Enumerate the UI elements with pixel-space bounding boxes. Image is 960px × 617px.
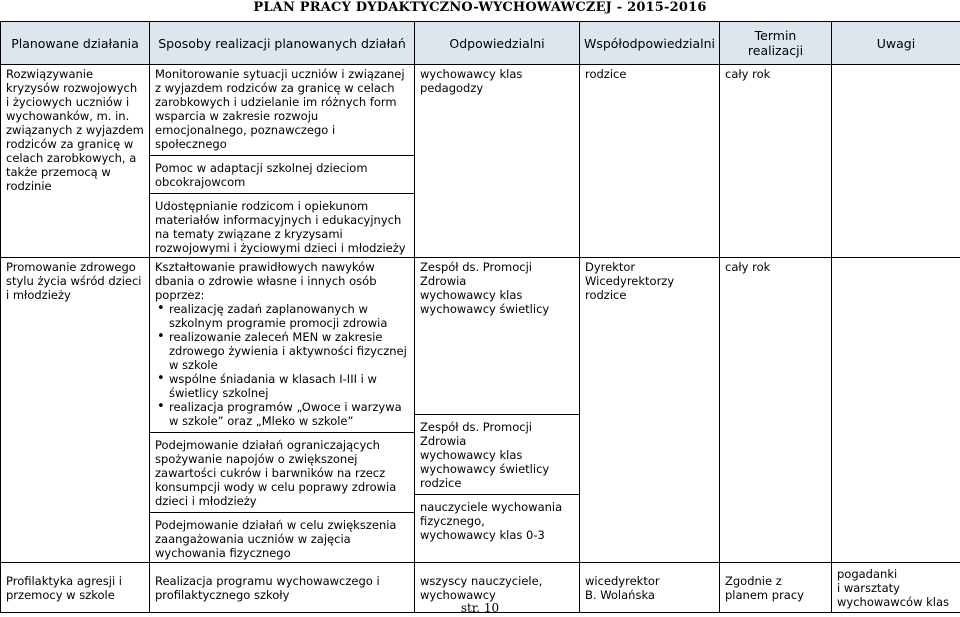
plan-table xyxy=(0,21,960,613)
header-co-responsible: Współodpowiedzialni xyxy=(580,22,720,65)
divider xyxy=(150,193,414,194)
cell-methods xyxy=(150,258,415,563)
method-item xyxy=(155,260,409,428)
list-item: • realizację zadań zaplanowanych w szkolnym programie promocji zdrowia xyxy=(169,302,409,330)
header-row xyxy=(1,22,960,65)
cell-term: cały rok xyxy=(720,258,832,563)
header-methods: Sposoby realizacji planowanych działań xyxy=(150,22,415,65)
cell-co-responsible: rodzice xyxy=(580,65,720,258)
cell-action: Profilaktyka agresji i przemocy w szkole xyxy=(1,563,150,613)
cell-notes: pogadanki i warsztaty wychowawców klas xyxy=(832,563,960,613)
method-item: Podejmowanie działań ograniczających spożywanie napojów o zwiększonej zawartości cukrów i barwników na rzecz konsumpcji wody w celu poprawy zdrowia dzieci i młodzieży xyxy=(155,438,397,508)
responsible-item: nauczyciele wychowania fizycznego, wychowawcy klas 0-3 xyxy=(420,500,563,542)
divider xyxy=(415,414,579,415)
method-item: Monitorowanie sytuacji uczniów i związanej z wyjazdem rodziców za granicę w celach zarobkowych i udzielanie im różnych form wsparcia w zakresie rozwoju emocjonalnego, poznawczego i społecznego xyxy=(155,67,405,151)
responsible-item: Zespół ds. Promocji Zdrowia wychowawcy klas wychowawcy świetlicy xyxy=(420,260,550,316)
list-item: • realizacja programów „Owoce i warzywa w szkole” oraz „Mleko w szkole” xyxy=(169,400,409,428)
list-item: • realizowanie zaleceń MEN w zakresie zdrowego żywienia i aktywności fizycznej w szkole xyxy=(169,330,409,372)
cell-co-responsible: wicedyrektor B. Wolańska xyxy=(580,563,720,613)
method-item: Pomoc w adaptacji szkolnej dzieciom obcokrajowcom xyxy=(155,161,368,189)
divider xyxy=(150,155,414,156)
cell-term: Zgodnie z planem pracy xyxy=(720,563,832,613)
method-bullet-list xyxy=(155,302,409,428)
cell-action: Rozwiązywanie kryzysów rozwojowych i życiowych uczniów i wychowanków, m. in. związanych z wyjazdem rodziców za granicę w celach zarobkowych, a także przemocą w rodzinie xyxy=(1,65,150,258)
cell-action: Promowanie zdrowego stylu życia wśród dzieci i młodzieży xyxy=(1,258,150,563)
cell-responsible: wszyscy nauczyciele, wychowawcy xyxy=(415,563,580,613)
divider xyxy=(150,512,414,513)
header-planned-actions: Planowane działania xyxy=(1,22,150,65)
page-number: str. 10 xyxy=(460,601,500,615)
cell-notes xyxy=(832,258,960,563)
header-notes: Uwagi xyxy=(832,22,960,65)
method-item: Podejmowanie działań w celu zwiększenia zaangażowania uczniów w zajęcia wychowania fizycznego xyxy=(155,518,397,560)
method-item: Realizacja programu wychowawczego i profilaktycznego szkoły xyxy=(155,573,380,602)
header-term: Termin realizacji xyxy=(720,22,832,65)
list-item: • wspólne śniadania w klasach I-III i w świetlicy szkolnej xyxy=(169,372,409,400)
cell-co-responsible: Dyrektor Wicedyrektorzy rodzice xyxy=(580,258,720,563)
divider xyxy=(150,432,414,433)
divider xyxy=(415,494,579,495)
method-intro: Kształtowanie prawidłowych nawyków dbania o zdrowie własne i innych osób poprzez: xyxy=(155,260,377,302)
header-responsible: Odpowiedzialni xyxy=(415,22,580,65)
table-row xyxy=(1,258,960,563)
table-row xyxy=(1,65,960,258)
cell-term: cały rok xyxy=(720,65,832,258)
responsible-item: Zespół ds. Promocji Zdrowia wychowawcy klas wychowawcy świetlicy rodzice xyxy=(420,420,550,490)
cell-responsible xyxy=(415,258,580,563)
page-title: PLAN PRACY DYDAKTYCZNO-WYCHOWAWCZEJ - 2015-2016 xyxy=(253,0,707,15)
method-item: Udostępnianie rodzicom i opiekunom materiałów informacyjnych i edukacyjnych na tematy związane z kryzysami rozwojowymi i życiowymi dzieci i młodzieży xyxy=(155,199,406,255)
cell-responsible: wychowawcy klas pedagodzy xyxy=(415,65,580,258)
cell-methods xyxy=(150,65,415,258)
cell-notes xyxy=(832,65,960,258)
